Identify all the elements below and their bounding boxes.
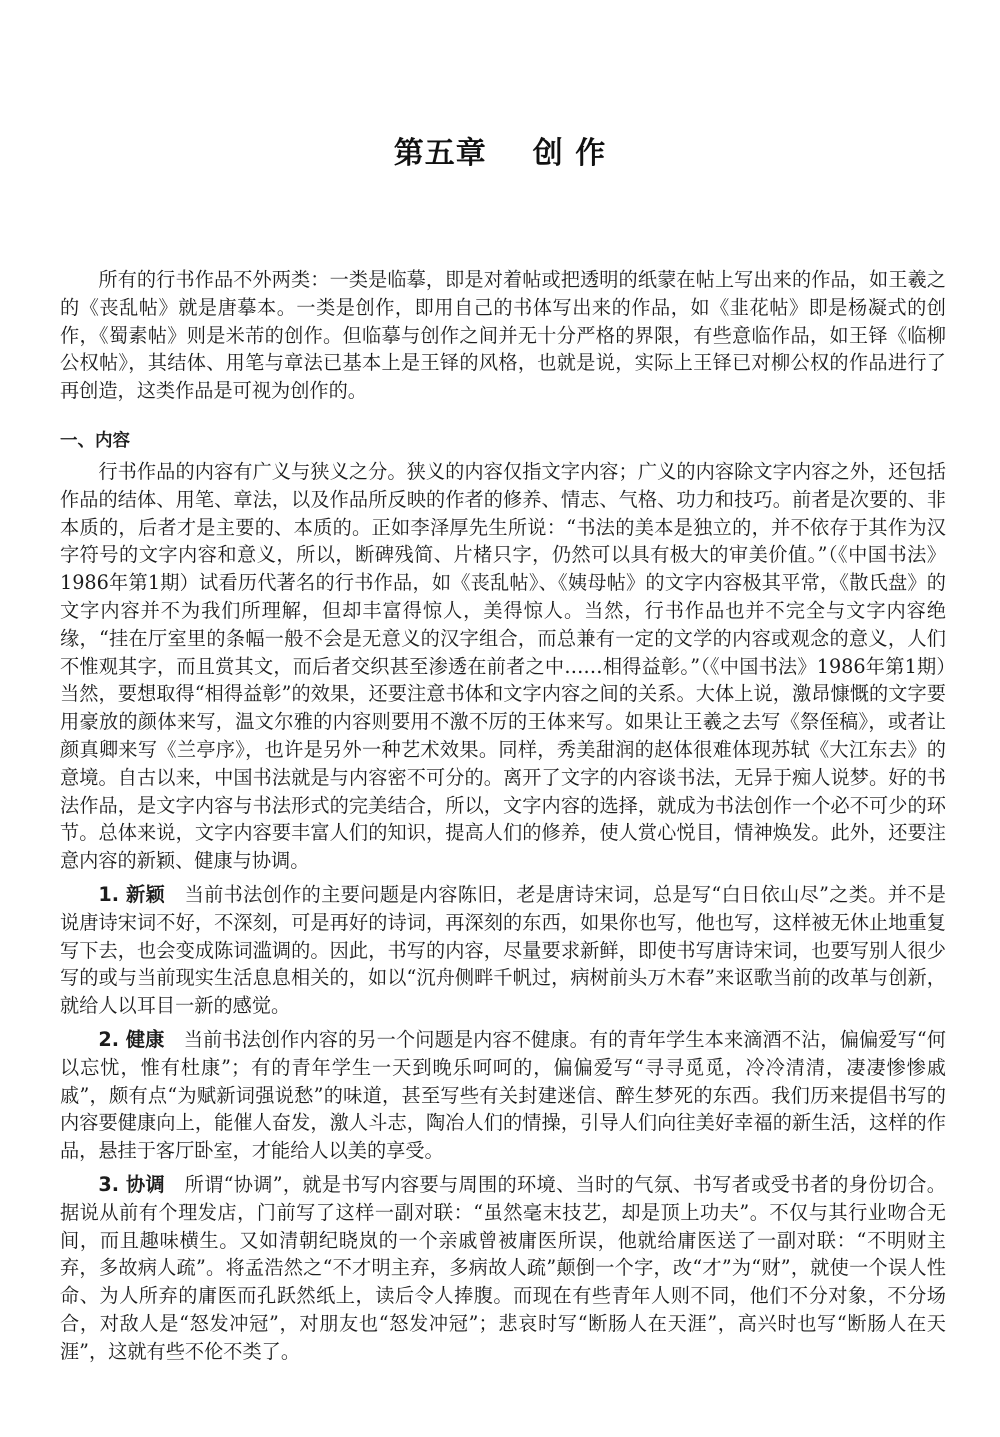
- chapter-title: [0, 128, 1000, 172]
- content-section: [60, 426, 946, 1366]
- subsection-text: 当前书法创作的主要问题是内容陈旧，老是唐诗宋词，总是写“白日依山尽”之类。并不是说唐诗宋词不好，不深刻，可是再好的诗词，再深刻的东西，如果你也写，他也写，这样被无休止地重复写下去，也会变成陈词滥调的。因此，书写的内容，尽量要求新鲜，即使书写唐诗宋词，也要写别人很少写的或与当前现实生活息息相关的，如以“沉舟侧畔千帆过，病树前头万木春”来讴歌当前的改革与创新，就给人以耳目一新的感觉。: [60, 882, 946, 1018]
- subsection-title: 1. 新颖: [98, 882, 166, 906]
- section-paragraph: 行书作品的内容有广义与狭义之分。狭义的内容仅指文字内容；广义的内容除文字内容之外，还包括作品的结体、用笔、章法，以及作品所反映的作者的修养、情志、气格、功力和技巧。前者是次要的、非本质的，后者才是主要的、本质的。正如李泽厚先生所说：“书法的美本是独立的，并不依存于其作为汉字符号的文字内容和意义，所以，断碑残简、片楮只字，仍然可以具有极大的审美价值。”（《中国书法》1986年第1期）试看历代著名的行书作品，如《丧乱帖》、《姨母帖》的文字内容极其平常，《散氏盘》的文字内容并不为我们所理解，但却丰富得惊人，美得惊人。当然，行书作品也并不完全与文字内容绝缘，“挂在厅室里的条幅一般不会是无意义的汉字组合，而总兼有一定的文学的内容或观念的意义，人们不惟观其字，而且赏其文，而后者交织甚至渗透在前者之中……相得益彰。”（《中国书法》1986年第1期）当然，要想取得“相得益彰”的效果，还要注意书体和文字内容之间的关系。大体上说，激昂慷慨的文字要用豪放的颜体来写，温文尔雅的内容则要用不激不厉的王体来写。如果让王羲之去写《祭侄稿》，或者让颜真卿来写《兰亭序》，也许是另外一种艺术效果。同样，秀美甜润的赵体很难体现苏轼《大江东去》的意境。自古以来，中国书法就是与内容密不可分的。离开了文字的内容谈书法，无异于痴人说梦。好的书法作品，是文字内容与书法形式的完美结合，所以，文字内容的选择，就成为书法创作一个必不可少的环节。总体来说，文字内容要丰富人们的知识，提高人们的修养，使人赏心悦目，情神焕发。此外，还要注意内容的新颖、健康与协调。: [60, 460, 946, 873]
- intro-paragraph: 所有的行书作品不外两类：一类是临摹，即是对着帖或把透明的纸蒙在帖上写出来的作品，如王羲之的《丧乱帖》就是唐摹本。一类是创作，即用自己的书体写出来的作品，如《韭花帖》即是杨凝式的创作，《蜀素帖》则是米芾的创作。但临摹与创作之间并无十分严格的界限，有些意临作品，如王铎《临柳公权帖》，其结体、用笔与章法已基本上是王铎的风格，也就是说，实际上王铎已对柳公权的作品进行了再创造，这类作品是可视为创作的。: [60, 268, 946, 403]
- chapter-name: 创 作: [532, 136, 607, 171]
- subsection-text: 所谓“协调”，就是书写内容要与周围的环境、当时的气氛、书写者或受书者的身份切合。据说从前有个理发店，门前写了这样一副对联：“虽然毫末技艺，却是顶上功夫”。不仅与其行业吻合无间，而且趣味横生。又如清朝纪晓岚的一个亲戚曾被庸医所误，他就给庸医送了一副对联：“不明财主弃，多故病人疏”。将孟浩然之“不才明主弃，多病故人疏”颠倒一个字，改“才”为“财”，就使一个误人性命、为人所弃的庸医而孔跃然纸上，读后令人捧腹。而现在有些青年人则不同，他们不分对象，不分场合，对敌人是“怒发冲冠”，对朋友也“怒发冲冠”；悲哀时写“断肠人在天涯”，高兴时也写“断肠人在天涯”，这就有些不伦不类了。: [60, 1172, 946, 1363]
- subsection-title: 2. 健康: [98, 1027, 165, 1051]
- subsection-text: 当前书法创作内容的另一个问题是内容不健康。有的青年学生本来滴酒不沾，偏偏爱写“何以忘忧，惟有杜康”；有的青年学生一天到晚乐呵呵的，偏偏爱写“寻寻觅觅，冷冷清清，凄凄惨惨戚戚”，颇有点“为赋新词强说愁”的味道，甚至写些有关封建迷信、醉生梦死的东西。我们历来提倡书写的内容要健康向上，能催人奋发，激人斗志，陶冶人们的情操，引导人们向往美好幸福的新生活，这样的作品，悬挂于客厅卧室，才能给人以美的享受。: [60, 1027, 946, 1163]
- intro-block: [60, 266, 946, 405]
- subsection-title: 3. 协调: [98, 1172, 166, 1196]
- subsection-harmony: [60, 1171, 946, 1366]
- chapter-number: 第五章: [393, 136, 487, 171]
- subsection-novelty: [60, 881, 946, 1020]
- section-heading: 一、内容: [60, 431, 130, 451]
- subsection-health: [60, 1026, 946, 1165]
